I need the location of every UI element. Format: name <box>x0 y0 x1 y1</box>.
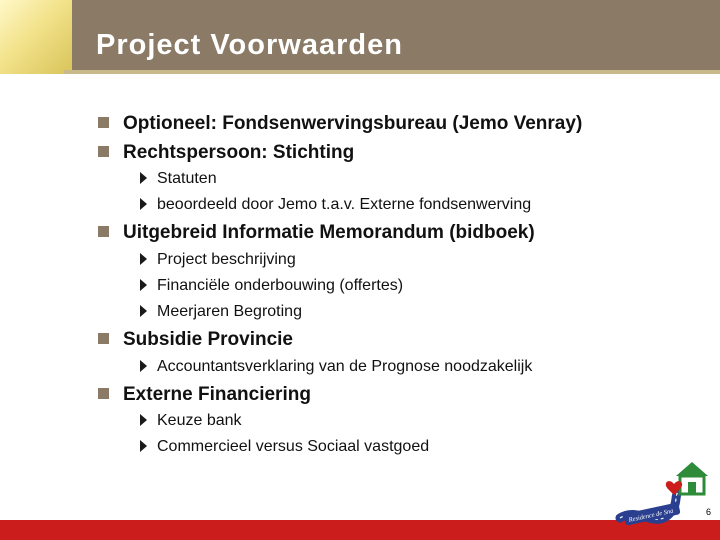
logo-text: Residence de Sna <box>628 507 675 524</box>
triangle-bullet-icon <box>140 440 147 452</box>
square-bullet-icon <box>98 146 109 157</box>
sub-bullet-item <box>140 196 531 214</box>
sub-bullet-text: Commercieel versus Sociaal vastgoed <box>157 438 430 455</box>
sub-bullet-item <box>140 277 403 295</box>
triangle-bullet-icon <box>140 198 147 210</box>
bullet-item <box>98 384 311 406</box>
triangle-bullet-icon <box>140 172 147 184</box>
sub-bullet-item <box>140 170 217 188</box>
sub-bullet-item <box>140 438 429 456</box>
triangle-bullet-icon <box>140 414 147 426</box>
sub-bullet-item <box>140 303 302 321</box>
sub-bullet-text: beoordeeld door Jemo t.a.v. Externe fondsenwerving <box>157 196 532 213</box>
square-bullet-icon <box>98 388 109 399</box>
sub-bullet-item <box>140 412 242 430</box>
house-heart-road-icon <box>610 458 720 540</box>
square-bullet-icon <box>98 333 109 344</box>
triangle-bullet-icon <box>140 253 147 265</box>
square-bullet-icon <box>98 226 109 237</box>
sub-bullet-item <box>140 251 296 269</box>
bullet-text: Uitgebreid Informatie Memorandum (bidboek) <box>123 222 535 243</box>
bullet-item <box>98 142 354 164</box>
triangle-bullet-icon <box>140 360 147 372</box>
bullet-text: Optioneel: Fondsenwervingsbureau (Jemo Venray) <box>123 113 583 134</box>
triangle-bullet-icon <box>140 279 147 291</box>
bullet-text: Externe Financiering <box>123 384 311 405</box>
sub-bullet-text: Accountantsverklaring van de Prognose noodzakelijk <box>157 358 533 375</box>
sub-bullet-text: Statuten <box>157 170 217 187</box>
bullet-item <box>98 222 535 244</box>
bullet-text: Subsidie Provincie <box>123 329 293 350</box>
page-number: 6 <box>706 507 712 517</box>
square-bullet-icon <box>98 117 109 128</box>
sub-bullet-text: Financiële onderbouwing (offertes) <box>157 277 404 294</box>
bullet-item <box>98 113 582 135</box>
bullet-item <box>98 329 293 351</box>
sub-bullet-item <box>140 358 532 376</box>
sub-bullet-text: Keuze bank <box>157 412 242 429</box>
bullet-text: Rechtspersoon: Stichting <box>123 142 355 163</box>
sub-bullet-text: Project beschrijving <box>157 251 296 268</box>
slide-title: Project Voorwaarden <box>96 29 403 61</box>
triangle-bullet-icon <box>140 305 147 317</box>
sub-bullet-text: Meerjaren Begroting <box>157 303 302 320</box>
